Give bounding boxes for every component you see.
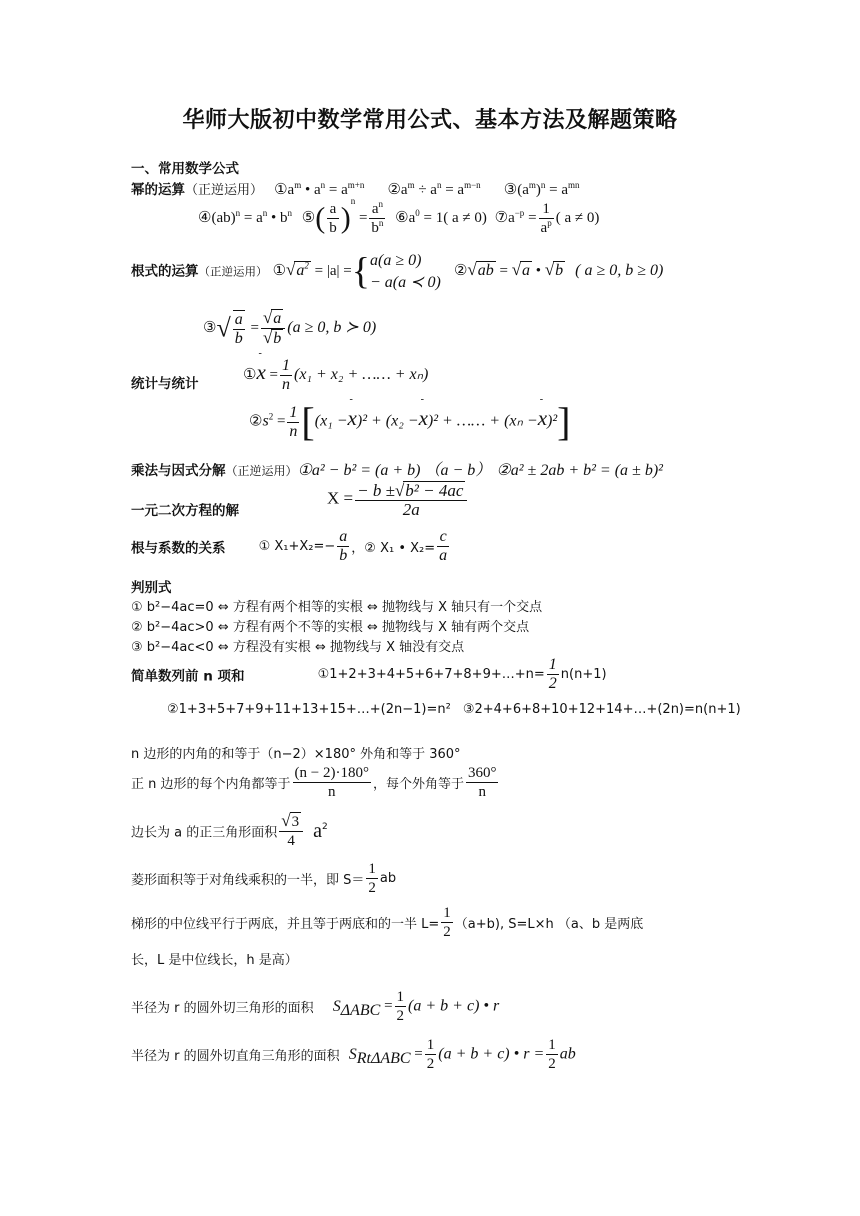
factor-formula-1: ①a² − b² = (a + b) （a − b）	[297, 462, 492, 479]
quad-label: 一元二次方程的解	[131, 503, 239, 519]
vieta-row: 根与系数的关系 ① X₁+X₂=− $\frac{a}{b}$ ，② X₁ • X₂= $\frac{c}{a}$	[131, 528, 448, 564]
radical-rule-3: ③√ $\frac{a}{b}$ = $\frac{√a}{√b}$ (a ≥ 0, b ≻ 0)	[203, 308, 377, 347]
powers-row-1	[131, 178, 580, 199]
quad-formula: X = $\frac{\text{− b ±√b² − 4ac}}{2a}$	[327, 481, 469, 519]
factor-label: 乘法与因式分解	[131, 463, 226, 479]
powers-row-2: ④(ab)$^n$ = $a^n$ • $b^n$ ⑤( $\frac{a}{b}$ )$^n$ = $\frac{a^n}{b^n}$ $⑥a^0 = 1$( a ≠ 0) $⑦a^{-p}$ = $\frac{1}{a^p}$ ( a ≠ 0)	[198, 195, 600, 236]
powers-note: （正逆运用）	[185, 183, 264, 198]
disc-row-2: ② b²−4ac>0 ⇔ 方程有两个不等的实根 ⇔ 抛物线与 X 轴有两个交点	[131, 620, 530, 635]
page-title: 华师大版初中数学常用公式、基本方法及解题策略	[182, 108, 678, 133]
section-heading: 一、常用数学公式	[131, 161, 239, 177]
disc-row-1: ① b²−4ac=0 ⇔ 方程有两个相等的实根 ⇔ 抛物线与 X 轴只有一个交点	[131, 600, 543, 615]
stats-label: 统计与统计	[131, 376, 199, 392]
polygon-angles: n 边形的内角的和等于（n−2）×180° 外角和等于 360°	[131, 747, 461, 762]
incircle-triangle-row: 半径为 r 的圆外切三角形的面积 $S_{\Delta ABC}$ = $\frac{1}{2}$ (a + b + c) • r	[131, 989, 500, 1024]
radicals-label: 根式的运算	[131, 263, 199, 280]
equilateral-area-row: 边长为 a 的正三角形面积 $\frac{√3}{4}$ $a^2$	[131, 811, 328, 849]
regular-polygon-row: 正 n 边形的每个内角都等于 $\frac{(n - 2)\cdot 180^\circ}{n}$ ，每个外角等于 $\frac{360^\circ}{n}$	[131, 765, 497, 800]
radical-rule-1: $①√a^2 = |a|$ ={ a(a ≥ 0) − a(a ≺ 0)	[272, 251, 441, 293]
factor-note: （正逆运用）	[225, 464, 298, 478]
radicals-note: （正逆运用）	[198, 264, 268, 279]
incircle-right-triangle-row: 半径为 r 的圆外切直角三角形的面积 $S_{Rt\Delta ABC}$ = $\frac{1}{2}$ (a + b + c) • r = $\frac{1}{2}$ ab	[131, 1037, 576, 1072]
power-rule-1: $①a^m$ • $a^n = a^{m+n}$	[274, 180, 365, 198]
radical-rule-2: ②√ab = √a • √b ( a ≥ 0, b ≥ 0)	[453, 260, 664, 280]
series-row-1: 简单数列前 n 项和 ①1+2+3+4+5+6+7+8+9+…+n= $\frac{1}{2}$ n(n+1)	[131, 656, 607, 692]
stats-variance-formula: $②s^2$ = $\frac{1}{n}$ [(x₁ −- x)² + (x₂ −- x)² + …… + (xₙ −- x)²]	[249, 402, 570, 442]
trapezoid-note: 长，L 是中位线长，h 是高）	[131, 953, 298, 968]
disc-label: 判别式	[131, 580, 172, 596]
power-rule-2: $②a^m \div a^n = a^{m-n}$	[387, 180, 481, 198]
vieta-label: 根与系数的关系	[131, 540, 226, 557]
power-rule-3: $③(a^m)^n = a^{mn}$	[503, 180, 580, 198]
factor-formula-2: ②a² ± 2ab + b² = (a ± b)²	[496, 462, 663, 479]
rhombus-area-row: 菱形面积等于对角线乘积的一半，即 S＝ $\frac{1}{2}$ ab	[131, 861, 397, 896]
series-row-2: ②1+3+5+7+9+11+13+15+…+(2n−1)=n² ③2+4+6+8+10+12+14+…+(2n)=n(n+1)	[167, 702, 741, 717]
series-label: 简单数列前 n 项和	[131, 668, 245, 685]
disc-row-3: ③ b²−4ac<0 ⇔ 方程没有实根 ⇔ 抛物线与 X 轴没有交点	[131, 640, 465, 655]
stats-mean-formula: ①- x = $\frac{1}{n}$ (x₁ + x₂ + …… + xₙ)	[243, 357, 428, 394]
trapezoid-row: 梯形的中位线平行于两底，并且等于两底和的一半 L= $\frac{1}{2}$ （a+b), S=L×h （a、b 是两底	[131, 905, 644, 940]
factor-row	[131, 457, 663, 480]
radicals-row-1	[131, 250, 663, 294]
powers-label: 幂的运算	[131, 182, 185, 198]
